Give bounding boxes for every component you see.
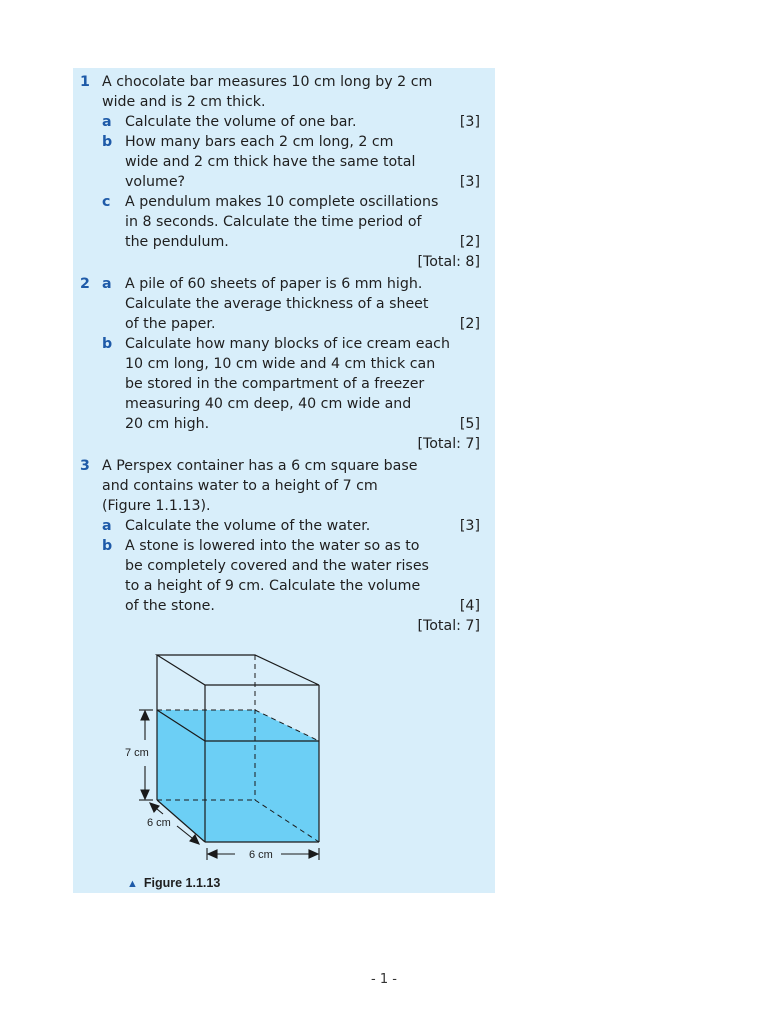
part-text: of the stone. bbox=[125, 598, 215, 614]
triangle-icon: ▲ bbox=[127, 878, 138, 890]
question-text: wide and is 2 cm thick. bbox=[102, 94, 266, 110]
total-mark: [Total: 8] bbox=[417, 254, 480, 270]
mark: [2] bbox=[459, 316, 480, 332]
question-text: (Figure 1.1.13). bbox=[102, 498, 211, 514]
part-label: b bbox=[102, 538, 113, 554]
figure-caption bbox=[127, 876, 220, 890]
figure-caption-text: Figure 1.1.13 bbox=[143, 876, 221, 890]
question-text: A Perspex container has a 6 cm square base bbox=[102, 458, 418, 474]
part-text: volume? bbox=[125, 174, 186, 190]
part-text: Calculate the volume of one bar. bbox=[125, 114, 357, 130]
page-number: - 1 - bbox=[371, 972, 397, 987]
part-text: Calculate the average thickness of a sheet bbox=[125, 296, 429, 312]
part-label: c bbox=[102, 194, 111, 210]
mark: [4] bbox=[459, 598, 480, 614]
question-number: 2 bbox=[80, 276, 90, 292]
exercise-panel bbox=[73, 68, 495, 893]
part-text: A pendulum makes 10 complete oscillations bbox=[125, 194, 439, 210]
part-text: A pile of 60 sheets of paper is 6 mm high. bbox=[125, 276, 423, 292]
question-number: 3 bbox=[80, 458, 90, 474]
part-text: 20 cm high. bbox=[125, 416, 210, 432]
part-text: the pendulum. bbox=[125, 234, 229, 250]
part-label: a bbox=[102, 518, 112, 534]
mark: [3] bbox=[459, 174, 480, 190]
water-front-face bbox=[205, 741, 319, 842]
part-text: to a height of 9 cm. Calculate the volume bbox=[125, 578, 421, 594]
part-text: be stored in the compartment of a freezer bbox=[125, 376, 425, 392]
part-text: wide and 2 cm thick have the same total bbox=[125, 154, 416, 170]
arrow-head bbox=[150, 803, 159, 812]
arrow-head bbox=[208, 850, 217, 858]
part-text: 10 cm long, 10 cm wide and 4 cm thick can bbox=[125, 356, 436, 372]
height-label: 7 cm bbox=[125, 747, 149, 759]
part-label: b bbox=[102, 134, 113, 150]
arrow-head bbox=[309, 850, 318, 858]
part-text: Calculate the volume of the water. bbox=[125, 518, 371, 534]
mark: [3] bbox=[459, 518, 480, 534]
part-text: in 8 seconds. Calculate the time period of bbox=[125, 214, 422, 230]
part-text: A stone is lowered into the water so as to bbox=[125, 538, 420, 554]
total-mark: [Total: 7] bbox=[417, 618, 480, 634]
part-text: measuring 40 cm deep, 40 cm wide and bbox=[125, 396, 412, 412]
part-text: be completely covered and the water rises bbox=[125, 558, 429, 574]
question-number: 1 bbox=[80, 74, 90, 90]
arrow-head bbox=[141, 790, 149, 799]
arrow-head bbox=[141, 711, 149, 720]
part-label: a bbox=[102, 276, 112, 292]
part-text: Calculate how many blocks of ice cream each bbox=[125, 336, 450, 352]
part-text: How many bars each 2 cm long, 2 cm bbox=[125, 134, 394, 150]
mark: [5] bbox=[459, 416, 480, 432]
container-top-edge bbox=[157, 655, 319, 685]
container-figure bbox=[73, 648, 495, 888]
part-label: a bbox=[102, 114, 112, 130]
mark: [3] bbox=[459, 114, 480, 130]
question-text: A chocolate bar measures 10 cm long by 2 cm bbox=[102, 74, 433, 90]
mark: [2] bbox=[459, 234, 480, 250]
depth-label: 6 cm bbox=[147, 817, 171, 829]
question-text: and contains water to a height of 7 cm bbox=[102, 478, 378, 494]
width-label: 6 cm bbox=[249, 849, 273, 861]
part-label: b bbox=[102, 336, 113, 352]
part-text: of the paper. bbox=[125, 316, 216, 332]
total-mark: [Total: 7] bbox=[417, 436, 480, 452]
